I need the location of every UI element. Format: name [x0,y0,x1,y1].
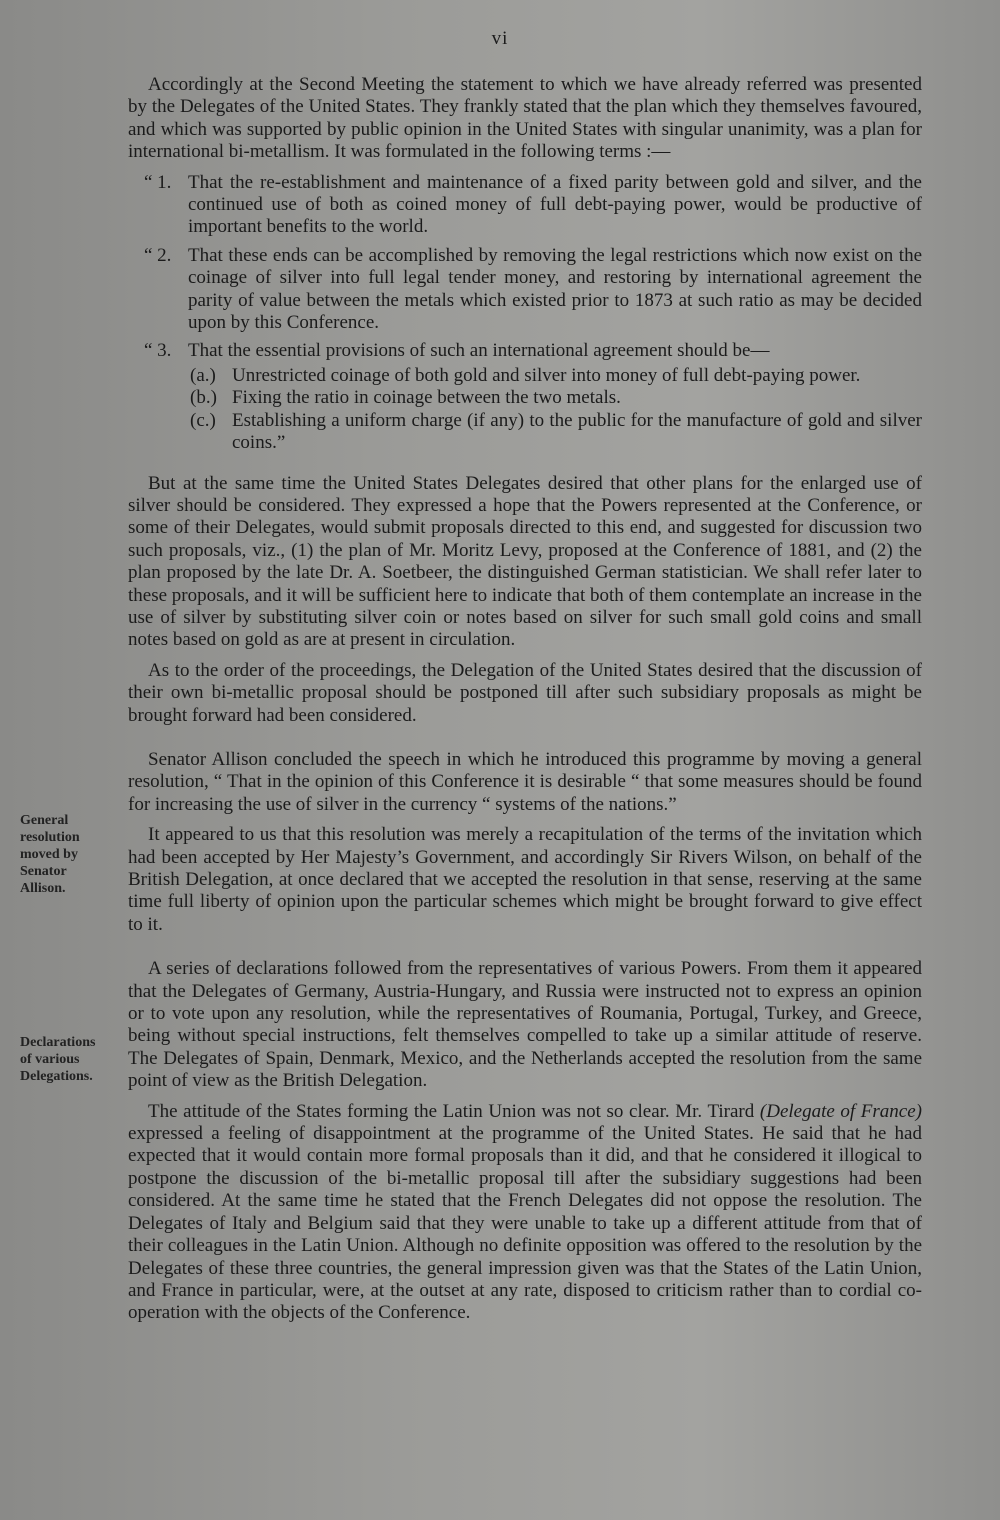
sub-item-number: (a.) [190,364,216,386]
sub-item-text: Unrestricted coinage of both gold and silver into money of full debt-paying power. [232,364,861,386]
sub-item-text: Establishing a uniform charge (if any) to the public for the manufacture of gold and silver coins.” [232,409,922,454]
quote-number: “ 2. [144,244,172,266]
page-number: vi [491,28,509,49]
quoted-term-1 [128,172,922,239]
sub-item-b [128,387,922,409]
sub-item-number: (c.) [190,409,216,431]
sub-item-c [128,410,922,455]
latin-union-text-rest: expressed a feeling of disappointment at the programme of the United States. He said that he had expected that it would contain more formal proposals than it did, and that he considered it illogical to postpone the discussion of the bi-metallic proposal till after the subsidiary suggestions had been considered. At the same time he stated that the French Delegates did not oppose the resolution. The Delegates of Italy and Belgium said that they were unable to take up a different attitude from that of their colleagues in the Latin Union. Although no definite opposition was offered to the resolution by the Delegates of these three countries, the general impression given was that the States of the Latin Union, and France in particular, were, at the outset at any rate, disposed to criticism rather than to cordial co-operation with the objects of the Conference. [128,1123,922,1324]
paragraph-intro: Accordingly at the Second Meeting the statement to which we have already referred was presented by the Delegates of the United States. They frankly stated that the plan which they themselves favoured, and which was supported by public opinion in the United States with singular unanimity, was a plan for international bi-metallism. It was formulated in the following terms :— [128,74,922,163]
paragraph-other-plans: But at the same time the United States Delegates desired that other plans for the enlarged use of silver should be considered. They expressed a hope that the Powers represented at the Conference, or some of their Delegates, would submit proposals directed to this end, and suggested for discussion two such proposals, viz., (1) the plan of Mr. Moritz Levy, proposed at the Conference of 1881, and (2) the plan proposed by the late Dr. A. Soetbeer, the distinguished German statistician. We shall refer later to these proposals, and it will be sufficient here to indicate that both of them contemplate an increase in the use of silver by substituting silver coin or notes based on silver for such small gold coins and small notes based on gold as are at present in circulation. [128,472,922,651]
latin-union-text-start: The attitude of the States forming the Latin Union was not so clear. Mr. Tirard [148,1100,755,1122]
sub-item-text: Fixing the ratio in coinage between the two metals. [232,387,621,409]
paragraph-resolution-recap: It appeared to us that this resolution was merely a recapitulation of the terms of the invitation which had been accepted by Her Majesty’s Government, and accordingly Sir Rivers Wilson, on behalf of the British Delegation, at once declared that we accepted the resolution in that sense, reserving at the same time full liberty of opinion upon the particular schemes which might be brought forward to give effect to it. [128,824,922,935]
quote-text: That the essential provisions of such an international agreement should be— [188,340,770,362]
sub-item-number: (b.) [190,387,217,409]
sub-item-a [128,365,922,387]
quote-number: “ 3. [144,340,172,362]
quote-number: “ 1. [144,171,172,193]
paragraph-order-of-proceedings: As to the order of the proceedings, the Delegation of the United States desired that the discussion of their own bi-metallic proposal should be postponed till after such subsidiary proposals as might be brought forward had been considered. [128,659,922,726]
quoted-term-2 [128,245,922,335]
paragraph-latin-union [128,1101,922,1325]
paragraph-senator-allison: Senator Allison concluded the speech in which he introduced this programme by moving a general resolution, “ That in the opinion of this Conference it is desirable “ that some measures should be found for increasing the use of silver in the currency “ systems of the nations.” [128,748,922,815]
quote-text: That these ends can be accomplished by removing the legal restrictions which now exist on the coinage of silver into full legal tender money, and restoring by international agreement the parity of value between the metals which existed prior to 1873 at such ratio as may be decided upon by this Conference. [188,244,922,334]
delegate-of-france-note: (Delegate of France) [759,1100,922,1122]
margin-note-declarations: Declarations of various Delegations. [20,1035,96,1084]
quoted-term-3 [128,340,922,362]
body-text [128,74,922,1333]
paragraph-declarations: A series of declarations followed from the representatives of various Powers. From them it appeared that the Delegates of Germany, Austria-Hungary, and Russia were instructed not to express an opinion or to vote upon any resolution, while the representatives of Roumania, Portugal, Turkey, and Greece, being without special instructions, felt themselves compelled to take up a similar attitude of reserve. The Delegates of Spain, Denmark, Mexico, and the Netherlands accepted the resolution from the same point of view as the British Delegation. [128,958,922,1092]
margin-note-general-resolution: General resolution moved by Senator Allison. [20,813,80,896]
quote-text: That the re-establishment and maintenance of a fixed parity between gold and silver, and the continued use of both as coined money of full debt-paying power, would be productive of important benefits to the world. [188,171,922,238]
